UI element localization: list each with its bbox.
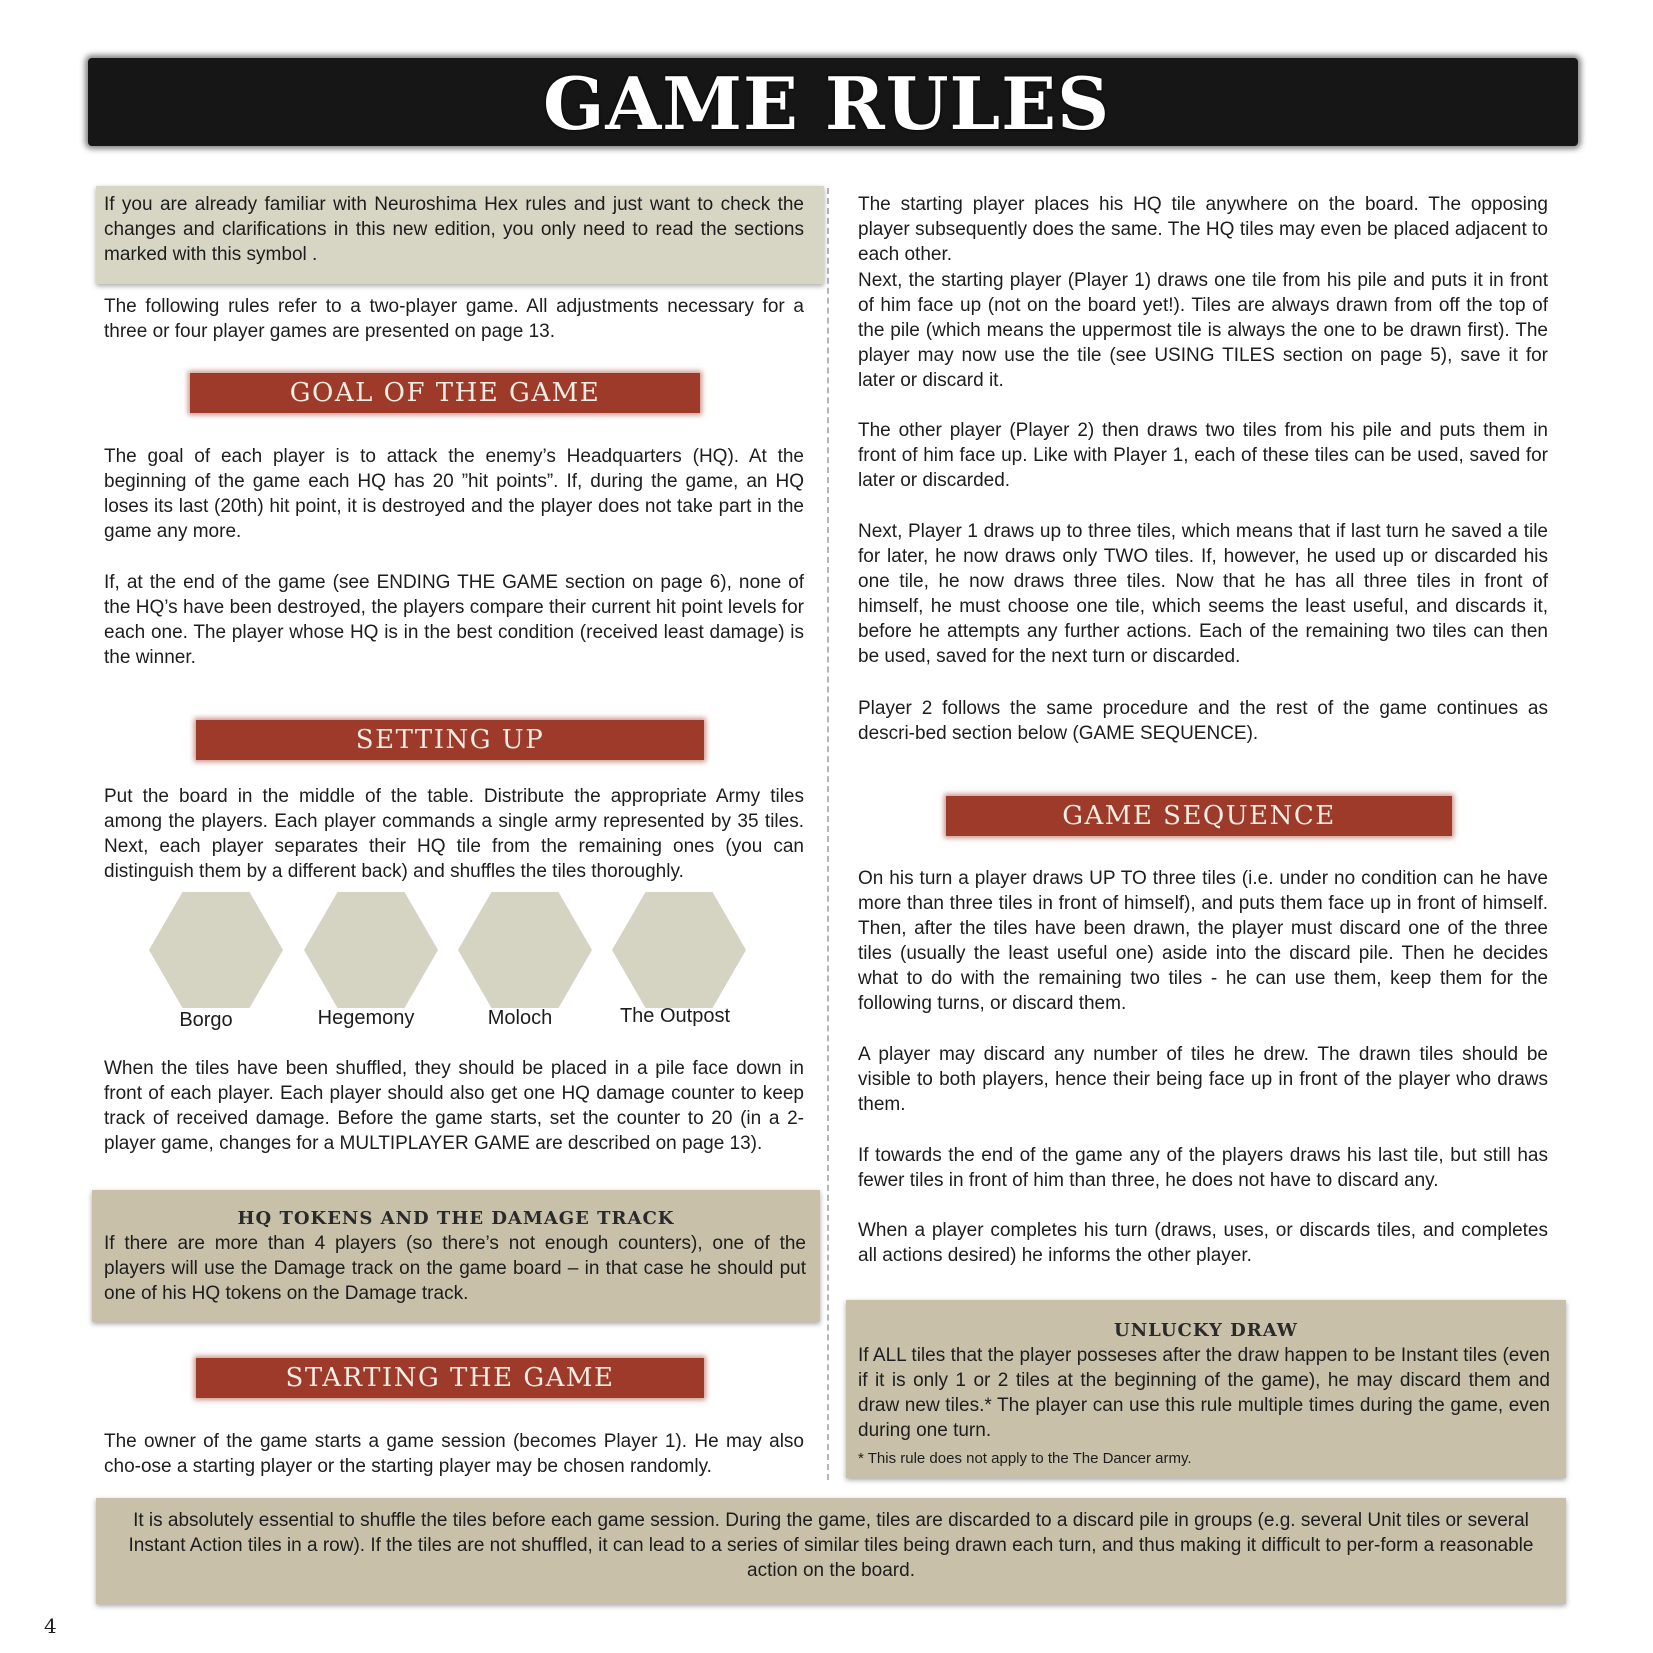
right-paragraph-4: Next, Player 1 draws up to three tiles, which means that if last turn he saved a tile for later, he now draws only TWO tiles. If, however, he used up or discarded his one tile, he now draws three tiles. Now that he has all three tiles in front of himself, he must choose one tile, which seems the least useful, and discards it, before he attempts any further actions. Each of the remaining two tiles can then be used, saved for the next turn or discarded. — [858, 521, 1548, 667]
right-paragraph-5: Player 2 follows the same procedure and the rest of the game continues as descri-bed section below (GAME SEQUENCE). — [858, 698, 1548, 744]
sequence-heading: GAME SEQUENCE — [946, 796, 1452, 836]
starting-paragraph: The owner of the game starts a game session (becomes Player 1). He may also cho-ose a starting player or the starting player may be chosen randomly. — [104, 1431, 804, 1477]
army-tile-outpost — [612, 892, 746, 1008]
shuffle-note — [96, 1498, 1566, 1604]
hq-tokens-text: If there are more than 4 players (so there’s not enough counters), one of the players will use the Damage track on the game board – in that case he should put one of his HQ tokens on the Damage track. — [104, 1233, 806, 1304]
page-title: GAME RULES — [542, 61, 1111, 146]
right-paragraph-2: Next, the starting player (Player 1) draws one tile from his pile and puts it in front of him face up (not on the board yet!). Tiles are always drawn from off the top of the pile (which means the uppermost tile is always the one to be drawn first). The player may now use the tile (see USING TILES section on page 5), save it for later or discard it. — [858, 270, 1548, 391]
unlucky-draw-title: UNLUCKY DRAW — [1114, 1320, 1298, 1341]
sequence-paragraph-4: When a player completes his turn (draws, uses, or discards tiles, and completes all actions desired) he informs the other player. — [858, 1220, 1548, 1266]
goal-paragraph-2: If, at the end of the game (see ENDING THE GAME section on page 6), none of the HQ’s have been destroyed, the players compare their current hit point levels for each one. The player whose HQ is in the best condition (received least damage) is the winner. — [104, 572, 804, 668]
shuffle-note-text: It is absolutely essential to shuffle the tiles before each game session. During the game, tiles are discarded to a discard pile in groups (e.g. several Unit tiles or several Instant Action tiles in a row). If the tiles are not shuffled, it can lead to a series of similar tiles being drawn each turn, and thus making it difficult to per-form a reasonable action on the board. — [128, 1510, 1534, 1581]
army-label-outpost: The Outpost — [619, 1005, 731, 1027]
setting-up-paragraph-2: When the tiles have been shuffled, they should be placed in a pile face down in front of each player. Each player should also get one HQ damage counter to keep track of received damage. Before the game starts, set the counter to 20 (in a 2-player game, changes for a MULTIPLAYER GAME are described on page 13). — [104, 1058, 804, 1154]
setting-up-heading: SETTING UP — [196, 720, 704, 760]
sequence-paragraph-2: A player may discard any number of tiles he drew. The drawn tiles should be visible to both players, hence their being face up in front of the player who draws them. — [858, 1044, 1548, 1115]
army-label-hegemony: Hegemony — [317, 1007, 415, 1029]
starting-heading: STARTING THE GAME — [196, 1358, 704, 1398]
army-label-moloch: Moloch — [487, 1007, 553, 1029]
page-number: 4 — [44, 1614, 57, 1638]
unlucky-draw-note — [846, 1300, 1566, 1478]
goal-heading: GOAL OF THE GAME — [190, 373, 700, 413]
sequence-paragraph-3: If towards the end of the game any of the players draws his last tile, but still has fewer tiles in front of him than three, he does not have to discard any. — [858, 1145, 1548, 1191]
intro-text: If you are already familiar with Neuroshima Hex rules and just want to check the changes and clarifications in this new edition, you only need to read the sections marked with this symbol . — [104, 194, 804, 265]
unlucky-draw-footnote: * This rule does not apply to the The Dancer army. — [858, 1450, 1192, 1467]
two-player-text: The following rules refer to a two-player game. All adjustments necessary for a three or four player games are presented on page 13. — [104, 296, 804, 342]
goal-paragraph-1: The goal of each player is to attack the enemy’s Headquarters (HQ). At the beginning of the game each HQ has 20 ”hit points”. If, during the game, an HQ loses its last (20th) hit point, it is destroyed and the player does not take part in the game any more. — [104, 446, 804, 542]
setting-up-paragraph-1: Put the board in the middle of the table. Distribute the appropriate Army tiles among the players. Each player commands a single army represented by 35 tiles. Next, each player separates their HQ tile from the remaining ones (you can distinguish them by a different back) and shuffles the tiles thoroughly. — [104, 786, 804, 882]
army-label-borgo: Borgo — [179, 1009, 233, 1031]
unlucky-draw-text: If ALL tiles that the player posseses after the draw happen to be Instant tiles (even if it is only 1 or 2 tiles at the beginning of the game), he may discard them and draw new tiles.* The player can use this rule multiple times during the game, even during one turn. — [858, 1345, 1550, 1441]
column-divider — [827, 188, 829, 1480]
right-paragraph-3: The other player (Player 2) then draws two tiles from his pile and puts them in front of him face up. Like with Player 1, each of these tiles can be used, saved for later or discarded. — [858, 420, 1548, 491]
army-tile-moloch — [458, 892, 592, 1008]
army-tile-borgo — [149, 892, 283, 1008]
army-tile-hegemony — [304, 892, 438, 1008]
right-paragraph-1: The starting player places his HQ tile anywhere on the board. The opposing player subsequently does the same. The HQ tiles may even be placed adjacent to each other. — [858, 194, 1548, 265]
hq-tokens-title: HQ TOKENS AND THE DAMAGE TRACK — [237, 1208, 675, 1229]
hq-tokens-note — [92, 1190, 820, 1322]
sequence-paragraph-1: On his turn a player draws UP TO three tiles (i.e. under no condition can he have more than three tiles in front of himself), and puts them face up in front of himself. Then, after the tiles have been drawn, the player must discard one of the three tiles (usually the least useful one) aside into the discard pile. Then he decides what to do with the remaining two tiles - he can use them, keep them for the following turns, or discard them. — [858, 868, 1548, 1014]
